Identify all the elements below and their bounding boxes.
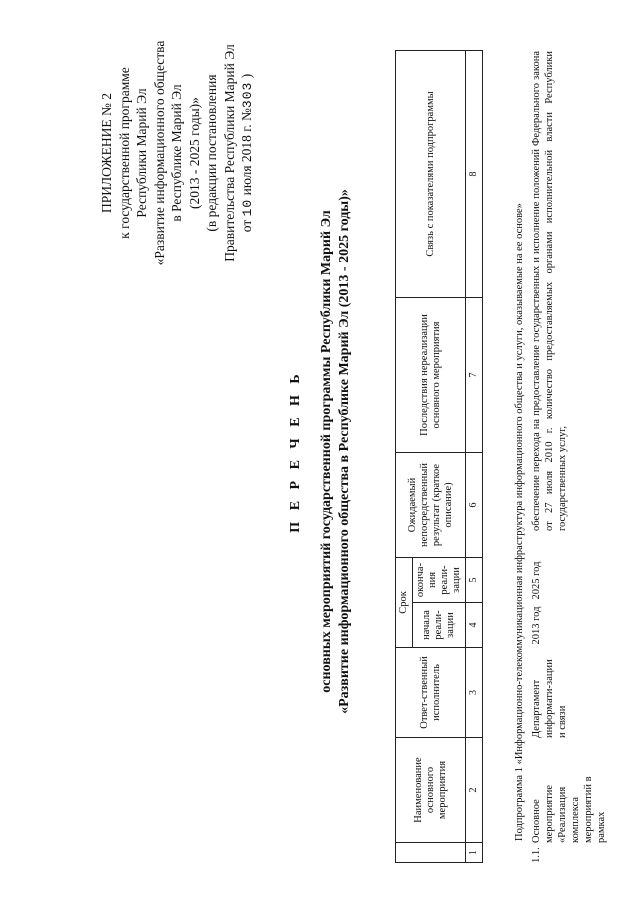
appendix-line: Республики Марий Эл	[134, 88, 149, 218]
header-name: Наименование основного мероприятия	[396, 738, 466, 843]
row-end-year: 2025 год	[531, 561, 542, 600]
column-number: 6	[466, 452, 483, 557]
date-number-handwritten: 303	[240, 81, 255, 109]
date-suffix: )	[239, 73, 254, 79]
header-executor: Ответ-ственный исполнитель	[396, 648, 466, 738]
row-start-year: 2013 год	[531, 606, 542, 645]
row-number: 1.1.	[531, 847, 542, 863]
measures-table	[395, 50, 483, 863]
column-number: 3	[466, 648, 483, 738]
document-subtitle	[318, 0, 354, 903]
column-number: 8	[466, 50, 483, 297]
header-term: Срок	[396, 557, 413, 647]
date-prefix: от	[239, 219, 254, 233]
subtitle-line-2: «Развитие информационного общества в Республике Марий Эл (2013 - 2025 годы)»	[337, 189, 352, 714]
appendix-line: в Республике Марий Эл	[169, 84, 184, 222]
appendix-block	[98, 33, 257, 273]
date-day-handwritten: 10	[240, 198, 255, 217]
column-number: 5	[466, 557, 483, 602]
header-start: начала реали-зации	[413, 603, 466, 648]
header-num	[396, 843, 466, 863]
header-link: Связь с показателями подпрограммы	[396, 50, 466, 297]
appendix-line: к государственной программе	[116, 67, 132, 239]
appendix-line: (в редакции постановления	[204, 74, 219, 232]
subtitle-line-1: основных мероприятий государственной программы Республики Марий Эл	[319, 210, 334, 693]
date-rest: июля 2018 г. №	[239, 108, 254, 196]
subprogram-heading: Подпрограмма 1 «Информационно-телекоммуникационная инфраструктура информационного общества и услуги, оказываемые на ее основе»	[514, 203, 525, 841]
column-number: 4	[466, 603, 483, 648]
column-number: 7	[466, 297, 483, 452]
row-result-text: обеспечение перехода на предоставление государственных и исполнение положений Федерального закона от 27 июля 2010 г. количество предоставляемых органами исполнительной власти Республики государственных услуг,	[531, 51, 568, 531]
table-column-numbers-row	[466, 50, 483, 862]
header-end: оконча-ния реали-зации	[413, 557, 466, 602]
appendix-line: (2013 - 2025 годы)»	[186, 97, 202, 209]
appendix-line: ПРИЛОЖЕНИЕ № 2	[99, 92, 114, 214]
column-number: 1	[466, 843, 483, 863]
header-result: Ожидаемый непосредственный результат (краткое описание)	[396, 452, 466, 557]
table-header-row	[396, 50, 413, 862]
row-executor: Департамент информати-зации и связи	[531, 659, 568, 738]
column-number: 2	[466, 738, 483, 843]
appendix-line: Правительства Республики Марий Эл	[221, 44, 237, 262]
row-measure-name: Основное мероприятие «Реализация комплекса мероприятий в рамках	[531, 776, 607, 843]
document-title: П Е Р Е Ч Е Н Ь	[288, 370, 303, 533]
appendix-line: «Развитие информационного общества	[151, 40, 167, 266]
header-consequences: Последствия нереализации основного мероприятия	[396, 297, 466, 452]
appendix-date-line	[238, 33, 257, 273]
